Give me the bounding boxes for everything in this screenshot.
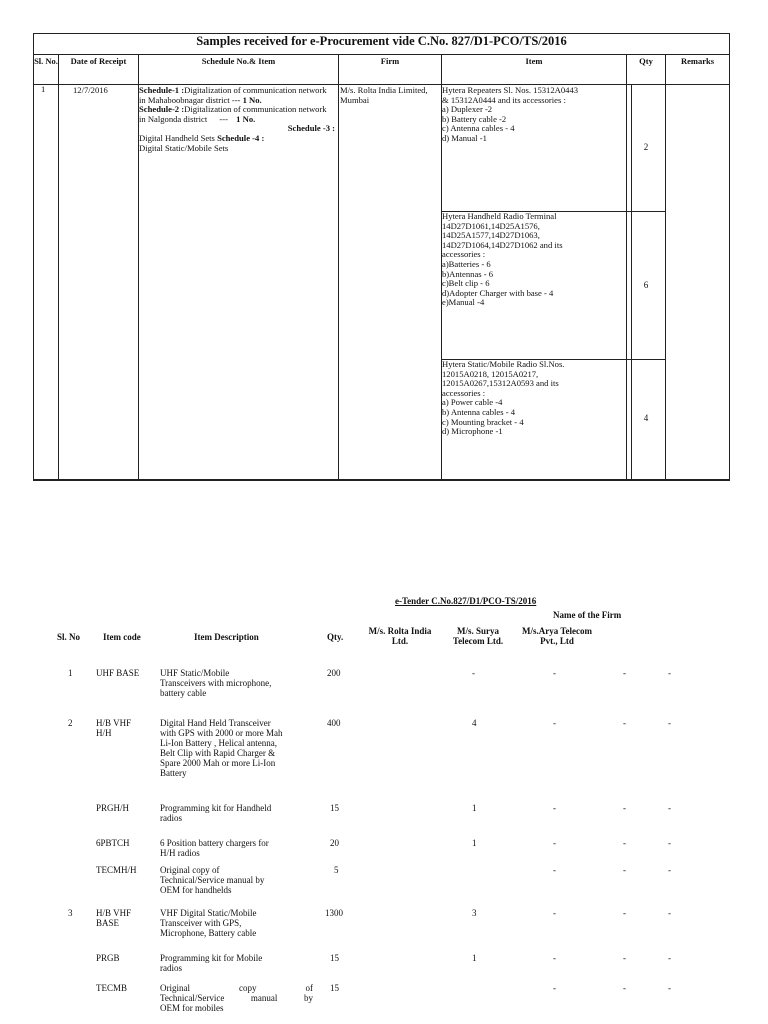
row-code: TECMH/H xyxy=(96,865,137,875)
row-code: PRGB xyxy=(96,953,120,963)
item-1: Hytera Repeaters Sl. Nos. 15312A0443 & 15312A0444 and its accessories : a) Duplexer -2 b) Battery cable -2 c) Antenna cables - 4 d) Manual -1 xyxy=(442,85,579,143)
col-line xyxy=(665,54,666,481)
row-qty: 20 xyxy=(330,838,339,848)
header-item: Item xyxy=(525,56,543,66)
schedule-2: Schedule-2 :Digitalization of communication network in Nalgonda district --- 1 No. xyxy=(139,104,327,124)
row-extra-1: - xyxy=(623,668,626,678)
tender-title: e-Tender C.No.827/D1/PCO-TS/2016 xyxy=(395,596,537,606)
row-desc: Original copy of Technical/Service manual by OEM for mobiles xyxy=(160,983,313,1013)
firm-name-header: Name of the Firm xyxy=(553,610,622,620)
row-arya: - xyxy=(553,803,556,813)
row-qty: 15 xyxy=(330,803,339,813)
row-surya: - xyxy=(472,668,475,678)
schedule-3-4: Digital Handheld Sets Schedule -4 : xyxy=(139,132,265,143)
row-desc: Programming kit for Handheld radios xyxy=(160,803,272,823)
row-code: 6PBTCH xyxy=(96,838,130,848)
header-qty-2: Qty. xyxy=(327,632,344,642)
row-arya: - xyxy=(553,953,556,963)
row-surya: 1 xyxy=(472,953,477,963)
row-surya: 4 xyxy=(472,718,477,728)
row-arya: - xyxy=(553,983,556,993)
row-sl: 1 xyxy=(68,668,73,678)
row-extra-1: - xyxy=(623,908,626,918)
row-qty: 1300 xyxy=(325,908,343,918)
row-qty: 15 xyxy=(330,953,339,963)
item-2-qty: 6 xyxy=(643,280,649,290)
row-arya: - xyxy=(553,865,556,875)
row-sl-no: 1 xyxy=(41,84,46,94)
row-qty: 5 xyxy=(334,865,339,875)
header-item-code: Item code xyxy=(103,632,141,642)
header-qty: Qty xyxy=(639,56,653,66)
row-extra-2: - xyxy=(668,803,671,813)
table-border-left xyxy=(33,33,34,481)
table-border-right xyxy=(729,33,730,481)
row-code: H/B VHF BASE xyxy=(96,908,132,928)
row-arya: - xyxy=(553,908,556,918)
row-extra-1: - xyxy=(623,803,626,813)
schedule-1: Schedule-1 :Digitalization of communication network in Mahaboobnagar district --- 1 No. xyxy=(139,85,327,105)
row-extra-2: - xyxy=(668,718,671,728)
header-schedule: Schedule No.& Item xyxy=(201,56,276,66)
col-line xyxy=(338,54,339,481)
row-code: TECMB xyxy=(96,983,128,993)
table1-title: Samples received for e-Procurement vide C.No. 827/D1-PCO/TS/2016 xyxy=(196,34,567,48)
row-extra-2: - xyxy=(668,838,671,848)
header-remarks: Remarks xyxy=(680,56,715,66)
firm-arya: M/s.Arya Telecom Pvt., Ltd xyxy=(522,626,592,646)
schedule-3-label-line: Schedule -3 : xyxy=(287,123,335,134)
row-desc: Programming kit for Mobile radios xyxy=(160,953,263,973)
row-sl: 2 xyxy=(68,718,73,728)
row-desc: Digital Hand Held Transceiver with GPS with 2000 or more Mah Li-Ion Battery , Helical antenna, Belt Clip with Rapid Charger & Spare 2000 Mah or more Li-Ion Battery xyxy=(160,718,283,778)
row-arya: - xyxy=(553,838,556,848)
header-sl-no: Sl. No. xyxy=(34,56,58,66)
row-qty: 400 xyxy=(327,718,341,728)
header-sl-no-2: Sl. No xyxy=(57,632,81,642)
row-extra-1: - xyxy=(623,865,626,875)
row-sl: 3 xyxy=(68,908,73,918)
row-arya: - xyxy=(553,718,556,728)
row-code: UHF BASE xyxy=(96,668,140,678)
firm-surya: M/s. Surya Telecom Ltd. xyxy=(452,626,504,646)
row-extra-1: - xyxy=(623,953,626,963)
item-3: Hytera Static/Mobile Radio Sl.Nos. 12015A0218, 12015A0217, 12015A0267,15312A0593 and its accessories : a) Power cable -4 b) Antenna cables - 4 c) Mounting bracket - 4 d) Microphone -1 xyxy=(442,359,565,437)
row-desc: VHF Digital Static/Mobile Transceiver with GPS, Microphone, Battery cable xyxy=(160,908,257,938)
row-code: H/B VHF H/H xyxy=(96,718,132,738)
row-extra-2: - xyxy=(668,983,671,993)
row-surya: 1 xyxy=(472,803,477,813)
header-firm: Firm xyxy=(380,56,400,66)
row-firm: M/s. Rolta India Limited, Mumbai xyxy=(340,85,428,105)
row-desc: UHF Static/Mobile Transceivers with microphone, battery cable xyxy=(160,668,272,698)
row-extra-2: - xyxy=(668,953,671,963)
row-qty: 200 xyxy=(327,668,341,678)
row-extra-2: - xyxy=(668,908,671,918)
samples-table xyxy=(33,33,730,481)
row-extra-1: - xyxy=(623,838,626,848)
schedule-4-text: Digital Static/Mobile Sets xyxy=(139,142,229,153)
row-code: PRGH/H xyxy=(96,803,130,813)
row-qty: 15 xyxy=(330,983,339,993)
row-arya: - xyxy=(553,668,556,678)
schedule-cell xyxy=(139,86,335,153)
row-extra-1: - xyxy=(623,718,626,728)
row-desc: Original copy of Technical/Service manual by OEM for handhelds xyxy=(160,865,265,895)
col-line xyxy=(58,54,59,481)
row-extra-2: - xyxy=(668,865,671,875)
row-surya: 3 xyxy=(472,908,477,918)
row-extra-1: - xyxy=(623,983,626,993)
row-surya: 1 xyxy=(472,838,477,848)
header-item-description: Item Description xyxy=(194,632,259,642)
row-desc: 6 Position battery chargers for H/H radios xyxy=(160,838,269,858)
header-date: Date of Receipt xyxy=(70,56,127,66)
item-3-qty: 4 xyxy=(643,413,649,423)
item-1-qty: 2 xyxy=(643,142,649,152)
row-date: 12/7/2016 xyxy=(73,85,108,95)
firm-rolta: M/s. Rolta India Ltd. xyxy=(368,626,432,646)
row-extra-2: - xyxy=(668,668,671,678)
item-2: Hytera Handheld Radio Terminal 14D27D1061,14D25A1576, 14D25A1577,14D27D1063, 14D27D1064,14D27D1062 and its accessories : a)Batteries - 6 b)Antennas - 6 c)Belt clip - 6 d)Adopter Charger with base - 4 e)Manual -4 xyxy=(442,211,563,308)
